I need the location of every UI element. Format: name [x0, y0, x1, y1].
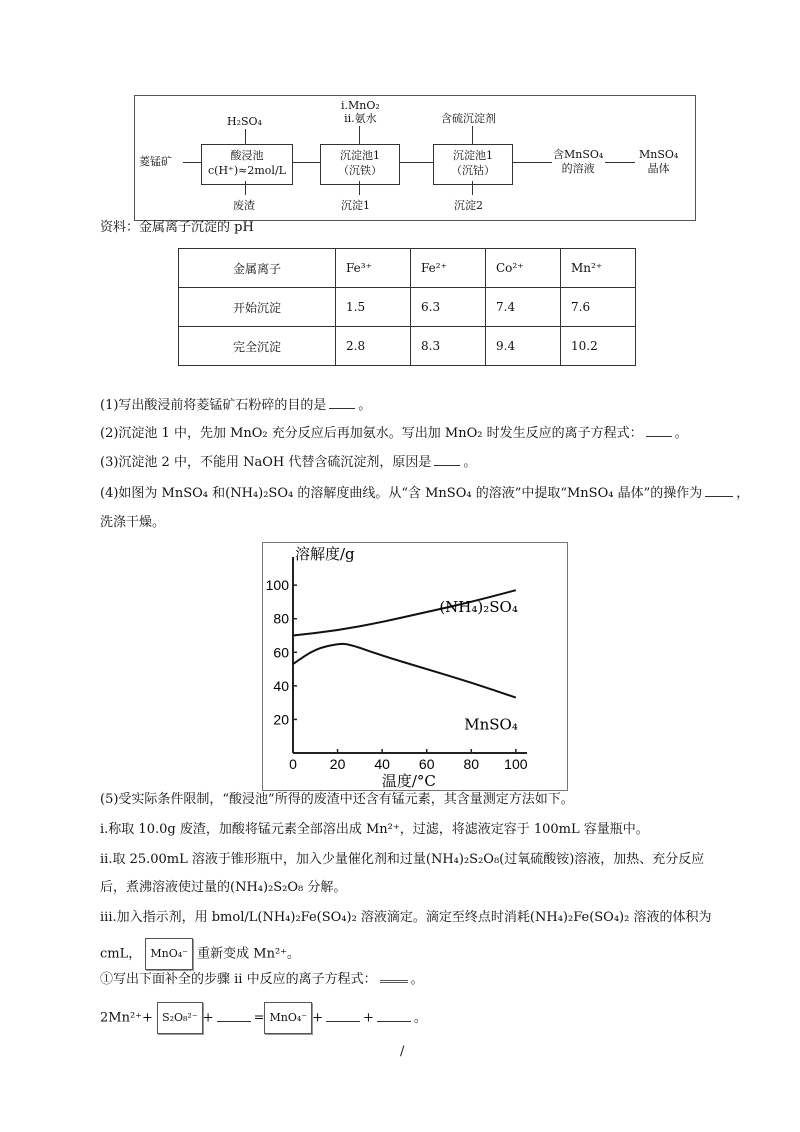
- question-3-text: (3)沉淀池 2 中，不能用 NaOH 代替含硫沉淀剂，原因是: [100, 455, 432, 470]
- table-header-cell: Mn²⁺: [561, 249, 636, 288]
- question-3: [100, 454, 476, 472]
- answer-blank[interactable]: [380, 980, 408, 983]
- plus-sign: +: [312, 1010, 323, 1026]
- arrow-out-2: [359, 181, 360, 195]
- question-3-end: 。: [463, 455, 477, 470]
- question-1-text: (1)写出酸浸前将菱锰矿石粉碎的目的是: [100, 398, 327, 413]
- sub-question-1-end: 。: [410, 972, 424, 987]
- series-line-manganese-sulfate: [293, 644, 516, 698]
- permanganate-box: MnO₄⁻: [145, 938, 193, 970]
- precip-tank-2-title: 沉淀池1: [453, 149, 493, 162]
- precipitation-ph-table: [178, 248, 636, 366]
- step-2-line2: 后，煮沸溶液使过量的(NH₄)₂S₂O₈ 分解。: [100, 880, 347, 895]
- page-mark: /: [400, 1044, 405, 1059]
- arrow-2-3: [399, 162, 433, 163]
- permanganate-box: MnO₄⁻: [264, 1002, 312, 1034]
- table-cell: 开始沉淀: [179, 288, 336, 327]
- x-tick-label: 20: [329, 756, 346, 772]
- table-header-cell: Co²⁺: [486, 249, 561, 288]
- series-label: (NH₄)₂SO₄: [439, 598, 518, 617]
- mnso4-crystal-line1: MnSO₄: [639, 148, 679, 161]
- table-header-row: [179, 249, 636, 288]
- solubility-chart: [262, 542, 568, 791]
- x-tick-label: 0: [289, 756, 297, 772]
- leaching-tank-box: [201, 144, 293, 185]
- table-header-cell: Fe³⁺: [336, 249, 411, 288]
- reagent-h2so4: H₂SO₄: [227, 115, 262, 128]
- question-2: [100, 425, 688, 443]
- step-3-line2: [100, 938, 300, 970]
- table-cell: 2.8: [336, 327, 411, 366]
- question-5: (5)受实际条件限制，“酸浸池”所得的废渣中还含有锰元素，其含量测定方法如下。: [100, 792, 574, 807]
- y-tick-label: 40: [273, 677, 289, 694]
- reagent-sulfur-precipitant: 含硫沉淀剂: [441, 112, 496, 125]
- mnso4-solution-label: [553, 148, 603, 176]
- answer-blank[interactable]: [377, 1021, 411, 1022]
- precip-tank-2-box: [433, 144, 513, 185]
- output-precipitate-1: 沉淀1: [341, 199, 370, 212]
- reagent-ammonia: ii.氨水: [344, 112, 377, 125]
- equation-mn-term: 2Mn²⁺+: [100, 1010, 153, 1026]
- arrow-reagent-3: [472, 126, 473, 144]
- equals-sign: =: [253, 1010, 265, 1026]
- arrow-4-5: [605, 162, 635, 163]
- table-cell: 6.3: [411, 288, 486, 327]
- question-1: [100, 397, 371, 415]
- precip-tank-1-title: 沉淀池1: [340, 149, 380, 162]
- table-cell: 10.2: [561, 327, 636, 366]
- answer-blank[interactable]: [434, 465, 460, 466]
- precip-tank-1-box: [320, 144, 400, 185]
- table-row: [179, 288, 636, 327]
- arrow-1-2: [292, 162, 320, 163]
- arrow-reagent-2: [359, 126, 360, 144]
- equation-end: 。: [413, 1010, 427, 1026]
- question-4: [100, 485, 749, 503]
- y-tick-label: 80: [273, 610, 289, 627]
- raw-material-label: 菱锰矿: [139, 155, 172, 168]
- step-2-line1: ii.取 25.00mL 溶液于锥形瓶中，加入少量催化剂和过量(NH₄)₂S₂O₈(过氧硫酸铵)溶液，加热、充分反应: [100, 852, 705, 867]
- output-precipitate-2: 沉淀2: [454, 199, 483, 212]
- answer-blank[interactable]: [217, 1021, 251, 1022]
- persulfate-box: S₂O₈²⁻: [157, 1002, 203, 1034]
- mnso4-solution-line1: 含MnSO₄: [553, 148, 604, 161]
- x-tick-label: 80: [463, 756, 480, 772]
- mnso4-crystal-label: [639, 148, 678, 176]
- mnso4-solution-line2: 的溶液: [561, 162, 595, 175]
- x-tick-label: 60: [418, 756, 435, 772]
- ionic-equation: [100, 1002, 427, 1034]
- x-tick-label: 40: [374, 756, 390, 772]
- arrow-reagent-1: [245, 129, 246, 144]
- question-4-end: ，: [736, 486, 750, 501]
- answer-blank[interactable]: [705, 496, 733, 497]
- arrow-out-3: [472, 181, 473, 195]
- precip-tank-2-sub: （沉钴）: [451, 164, 495, 177]
- x-axis-label: 温度/°C: [381, 772, 436, 790]
- y-tick-label: 100: [265, 577, 289, 594]
- y-axis-label: 溶解度/g: [295, 545, 355, 563]
- leaching-tank-condition: c(H⁺)≈2mol/L: [208, 164, 286, 177]
- series-label: MnSO₄: [464, 715, 518, 734]
- precip-tank-1-sub: （沉铁）: [338, 164, 382, 177]
- table-header-cell: 金属离子: [179, 249, 336, 288]
- step-3-suffix: 重新变成 Mn²⁺。: [197, 946, 301, 962]
- answer-blank[interactable]: [329, 408, 355, 409]
- table-header-cell: Fe²⁺: [411, 249, 486, 288]
- sub-question-1: [100, 971, 424, 989]
- question-2-end: 。: [674, 426, 688, 441]
- table-cell: 完全沉淀: [179, 327, 336, 366]
- question-4-text: (4)如图为 MnSO₄ 和(NH₄)₂SO₄ 的溶解度曲线。从“含 MnSO₄ 的溶液”中提取“MnSO₄ 晶体”的操作为: [100, 486, 703, 501]
- solubility-chart-svg: [263, 543, 567, 790]
- table-cell: 8.3: [411, 327, 486, 366]
- arrow-3-4: [512, 162, 552, 163]
- step-3-line1: iii.加入指示剂，用 bmol/L(NH₄)₂Fe(SO₄)₂ 溶液滴定。滴定至终点时消耗(NH₄)₂Fe(SO₄)₂ 溶液的体积为: [100, 910, 712, 925]
- table-cell: 1.5: [336, 288, 411, 327]
- arrow-raw: [183, 162, 201, 163]
- sub-question-1-text: ①写出下面补全的步骤 ii 中反应的离子方程式：: [100, 972, 377, 987]
- plus-sign: +: [202, 1010, 214, 1026]
- info-label: 资料：金属离子沉淀的 pH: [100, 220, 254, 235]
- process-flow-diagram: [134, 95, 696, 221]
- question-1-end: 。: [358, 398, 372, 413]
- y-tick-label: 60: [273, 644, 289, 661]
- table-cell: 7.4: [486, 288, 561, 327]
- step-3-prefix: cmL，: [100, 946, 142, 962]
- question-2-text: (2)沉淀池 1 中，先加 MnO₂ 充分反应后再加氨水。写出加 MnO₂ 时发生反应的离子方程式：: [100, 426, 643, 441]
- arrow-out-1: [245, 181, 246, 195]
- output-waste-residue: 废渣: [233, 199, 255, 212]
- question-4-cont: 洗涤干燥。: [100, 515, 166, 530]
- leaching-tank-title: 酸浸池: [230, 149, 264, 162]
- x-tick-label: 100: [504, 756, 528, 772]
- table-cell: 9.4: [486, 327, 561, 366]
- reagent-mno2-ammonia: [341, 99, 380, 125]
- table-cell: 7.6: [561, 288, 636, 327]
- y-tick-label: 20: [273, 711, 289, 728]
- table-row: [179, 327, 636, 366]
- answer-blank[interactable]: [646, 436, 672, 437]
- step-1: i.称取 10.0g 废渣，加酸将锰元素全部溶出成 Mn²⁺，过滤，将滤液定容于 100mL 容量瓶中。: [100, 822, 649, 837]
- plus-sign: +: [362, 1010, 374, 1026]
- answer-blank[interactable]: [326, 1021, 360, 1022]
- reagent-mno2: i.MnO₂: [341, 99, 380, 112]
- mnso4-crystal-line2: 晶体: [647, 162, 670, 175]
